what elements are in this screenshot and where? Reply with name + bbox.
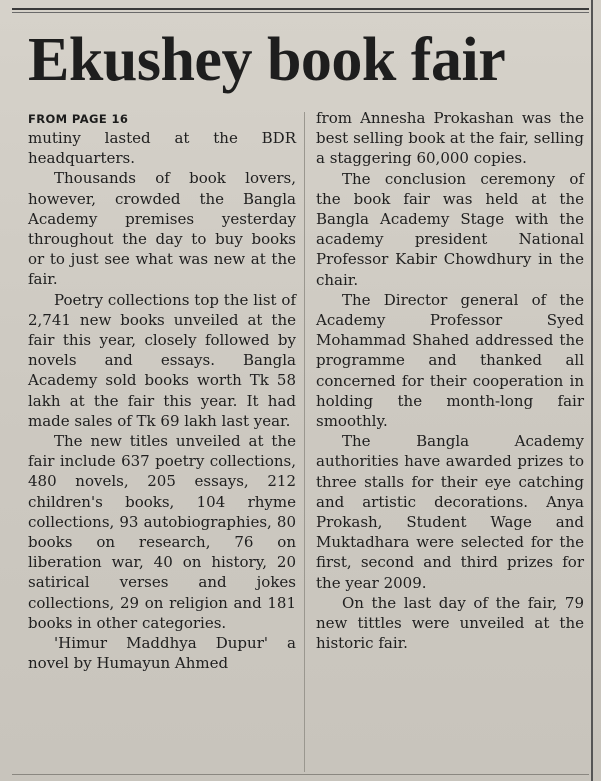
paragraph: Poetry collections top the list of 2,741 new books unveiled at the fair this year, closely followed by novels and essays. Bangla Academy sold books worth Tk 58 lakh at the fair this year. It had made sales of Tk 69 lakh last year. <box>28 290 296 430</box>
top-rule <box>12 8 589 10</box>
left-column <box>28 108 296 673</box>
paragraph: from Annesha Prokashan was the best selling book at the fair, selling a staggering 60,000 copies. <box>316 109 584 168</box>
page-edge <box>591 0 593 781</box>
top-rule-thin <box>12 12 589 13</box>
paragraph: The conclusion ceremony of the book fair was held at the Bangla Academy Stage with the academy president National Professor Kabir Chowdhury in the chair. <box>316 169 584 289</box>
paragraph: The Bangla Academy authorities have awarded prizes to three stalls for their eye catching and artistic decorations. Anya Prokash, Student Wage and Muktadhara were selected for the first, second and third prizes for the year 2009. <box>316 432 584 592</box>
paragraph: The Director general of the Academy Professor Syed Mohammad Shahed addressed the programme and thanked all concerned for their cooperation in holding the month-long fair smoothly. <box>316 290 584 431</box>
bottom-rule <box>12 774 589 775</box>
paragraph: mutiny lasted at the BDR headquarters. <box>28 129 296 168</box>
continued-from-kicker: FROM PAGE 16 <box>28 112 129 126</box>
paragraph: The new titles unveiled at the fair include 637 poetry collections, 480 novels, 205 essays, 212 children's books, 104 rhyme collections, 93 autobiographies, 80 books on research, 76 on liberation war, 40 on history, 20 satirical verses and jokes collections, 29 on religion and 181 books in other categories. <box>28 432 296 632</box>
column-divider <box>304 112 305 772</box>
headline: Ekushey book fair <box>28 26 506 94</box>
right-column <box>316 108 584 653</box>
paragraph: Thousands of book lovers, however, crowded the Bangla Academy premises yesterday throughout the day to buy books or to just see what was new at the fair. <box>28 169 296 289</box>
paragraph: 'Himur Maddhya Dupur' a novel by Humayun Ahmed <box>28 634 296 673</box>
paragraph: On the last day of the fair, 79 new tittles were unveiled at the historic fair. <box>316 593 584 653</box>
